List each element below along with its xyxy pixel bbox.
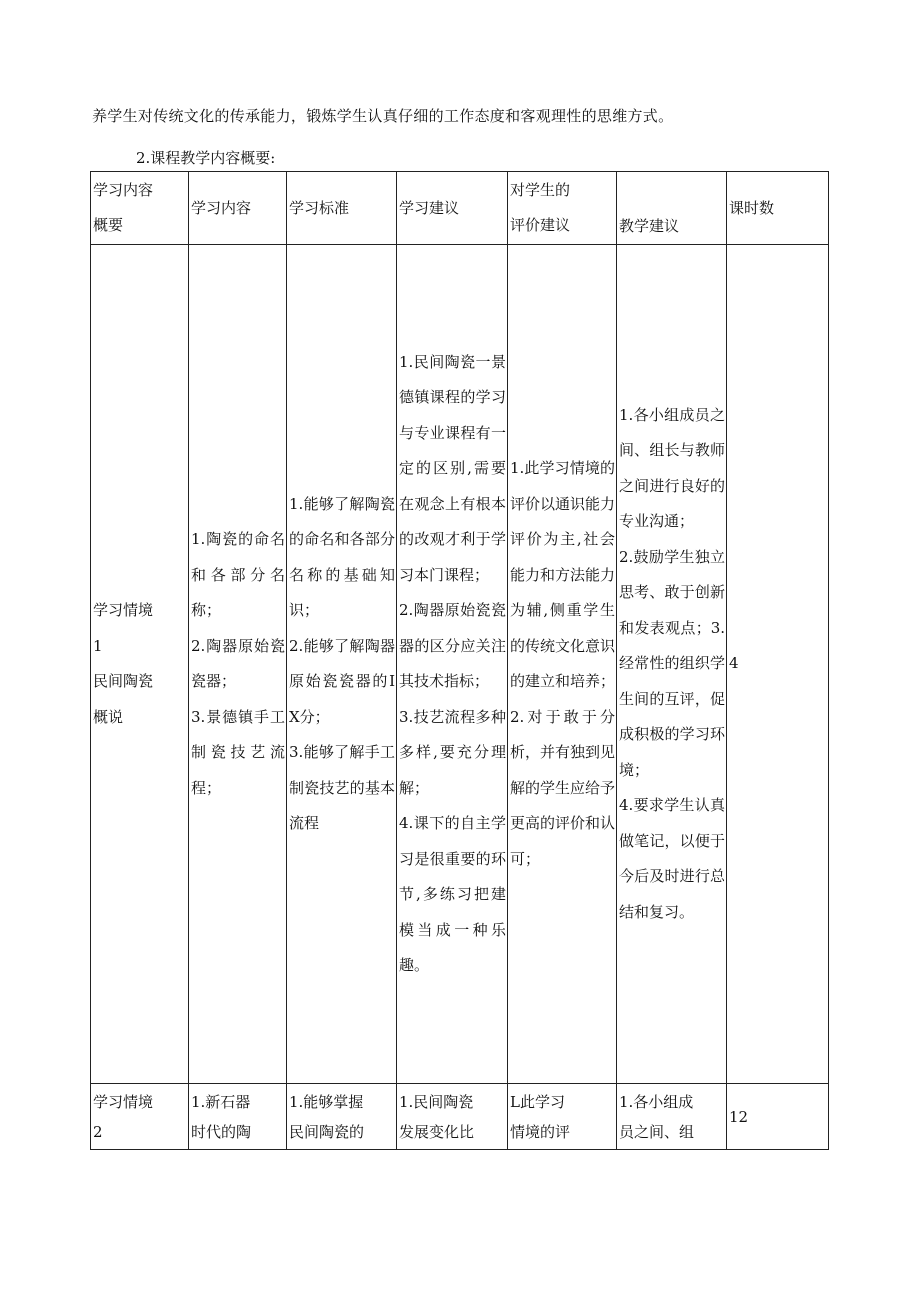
header-standard: 学习标准 xyxy=(287,172,397,245)
cell-standard: 1.能够了解陶瓷的命名和各部分名称的基础知识； 2.能够了解陶器原始瓷瓷器的IX分； 3.能够了解手工制瓷技艺的基本流程 xyxy=(287,245,397,1084)
section-heading: 2.课程教学内容概要: xyxy=(136,149,276,167)
cell-evaluation: L此学习 情境的评 xyxy=(508,1084,617,1150)
cell-suggestion: 1.民间陶瓷 发展变化比 xyxy=(397,1084,508,1150)
header-overview: 学习内容 概要 xyxy=(91,172,189,245)
header-content: 学习内容 xyxy=(189,172,287,245)
cell-overview: 学习情境 2 xyxy=(91,1084,189,1150)
header-evaluation: 对学生的 评价建议 xyxy=(508,172,617,245)
cell-suggestion: 1.民间陶瓷一景德镇课程的学习与专业课程有一定的区别,需要在观念上有根本的改观才利于学习本门课程； 2.陶器原始瓷瓷器的区分应关注其技术指标； 3.技艺流程多种多样,要充分理解； 4.课下的自主学习是很重要的环节,多练习把建模当成一种乐趣。 xyxy=(397,245,508,1084)
cell-teaching: 1.各小组成员之间、组长与教师之间进行良好的专业沟通； 2.鼓励学生独立思考、敢于创新和发表观点；3.经常性的组织学生间的互评，促成积极的学习环境； 4.要求学生认真做笔记，以便于今后及时进行总结和复习。 xyxy=(617,245,727,1084)
table-row xyxy=(91,1084,829,1150)
header-teaching: 教学建议 xyxy=(617,172,727,245)
cell-hours: 12 xyxy=(727,1084,829,1150)
table-header-row xyxy=(91,172,829,245)
header-hours: 课时数 xyxy=(727,172,829,245)
course-content-table xyxy=(90,171,829,1150)
cell-hours: 4 xyxy=(727,245,829,1084)
cell-content: 1.陶瓷的命名和各部分名称； 2.陶器原始瓷瓷器； 3.景德镇手工制瓷技艺流程； xyxy=(189,245,287,1084)
table-row xyxy=(91,245,829,1084)
cell-content: 1.新石器 时代的陶 xyxy=(189,1084,287,1150)
header-suggestion: 学习建议 xyxy=(397,172,508,245)
cell-teaching: 1.各小组成 员之间、组 xyxy=(617,1084,727,1150)
cell-overview: 学习情境 1 民间陶瓷 概说 xyxy=(91,245,189,1084)
intro-paragraph-tail: 养学生对传统文化的传承能力，锻炼学生认真仔细的工作态度和客观理性的思维方式。 xyxy=(92,107,674,125)
cell-evaluation: 1.此学习情境的评价以通识能力评价为主,社会能力和方法能力为辅,侧重学生的传统文化意识的建立和培养； 2.对于敢于分析，并有独到见解的学生应给予更高的评价和认可； xyxy=(508,245,617,1084)
cell-standard: 1.能够掌握 民间陶瓷的 xyxy=(287,1084,397,1150)
